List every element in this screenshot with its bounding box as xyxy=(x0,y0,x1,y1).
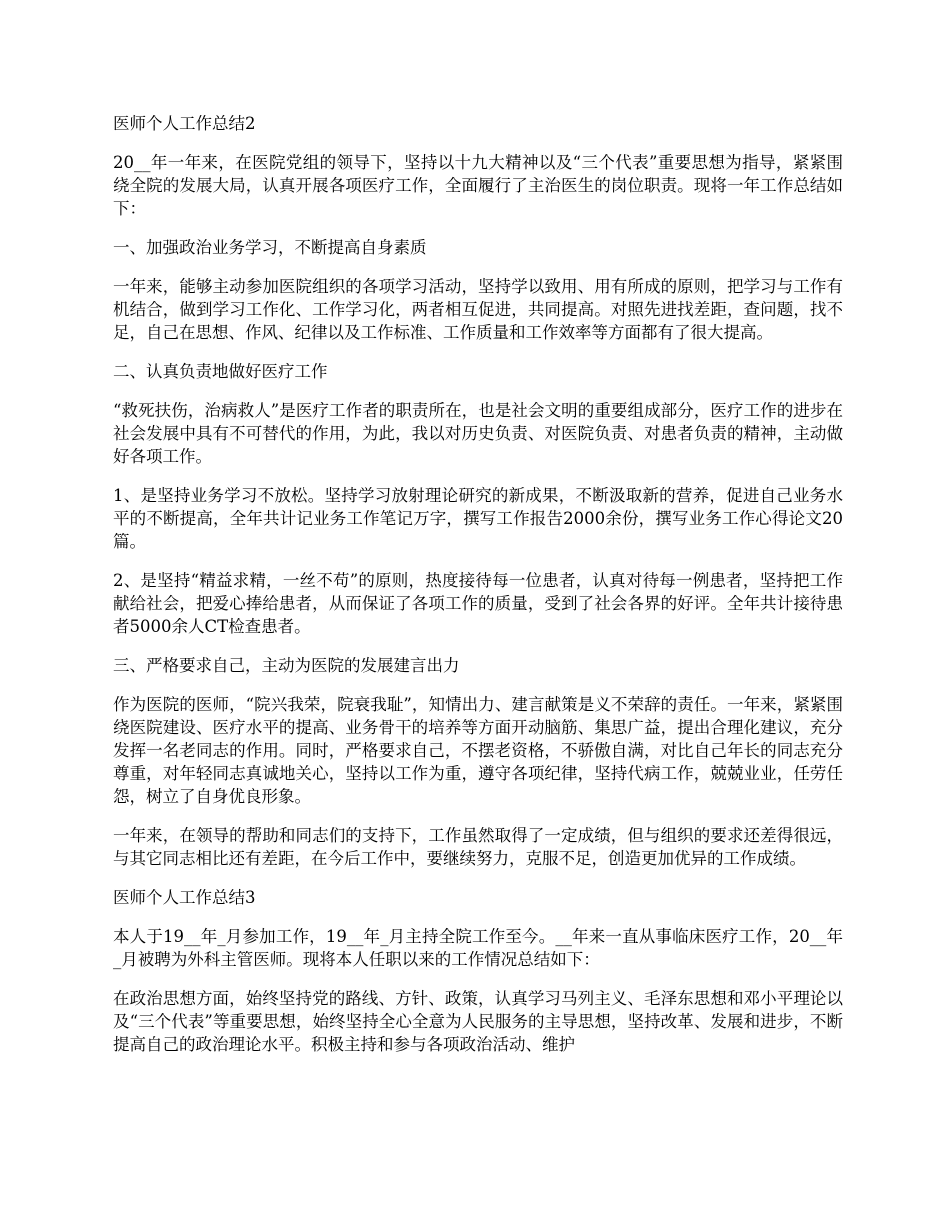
section-heading: 三、严格要求自己，主动为医院的发展建言出力 xyxy=(113,656,460,675)
paragraph: 本人于19__年_月参加工作，19__年_月主持全院工作至今。__年来一直从事临床医疗工作，20__年_月被聘为外科主管医师。现将本人任职以来的工作情况总结如下： xyxy=(113,927,843,969)
section-heading: 二、认真负责地做好医疗工作 xyxy=(113,362,328,381)
paragraph: 一年来，能够主动参加医院组织的各项学习活动，坚持学以致用、用有所成的原则，把学习与工作有机结合，做到学习工作化、工作学习化，两者相互促进，共同提高。对照先进找差距，查问题，找不足，自己在思想、作风、纪律以及工作标准、工作质量和工作效率等方面都有了很大提高。 xyxy=(113,277,843,342)
document-page xyxy=(113,112,843,1072)
paragraph: 1、是坚持业务学习不放松。坚持学习放射理论研究的新成果，不断汲取新的营养，促进自己业务水平的不断提高，全年共计记业务工作笔记万字，撰写工作报告2000余份，撰写业务工作心得论文20篇。 xyxy=(113,486,843,551)
section-heading: 医师个人工作总结2 xyxy=(113,114,256,133)
paragraph: 一年来，在领导的帮助和同志们的支持下，工作虽然取得了一定成绩，但与组织的要求还差得很远，与其它同志相比还有差距，在今后工作中，要继续努力，克服不足，创造更加优异的工作成绩。 xyxy=(113,826,843,868)
section-heading: 医师个人工作总结3 xyxy=(113,888,256,907)
section-heading: 一、加强政治业务学习，不断提高自身素质 xyxy=(113,238,427,257)
paragraph: 2、是坚持“精益求精，一丝不苟”的原则，热度接待每一位患者，认真对待每一例患者，坚持把工作献给社会，把爱心捧给患者，从而保证了各项工作的质量，受到了社会各界的好评。全年共计接待患者5000余人CT检查患者。 xyxy=(113,571,843,636)
paragraph: 在政治思想方面，始终坚持党的路线、方针、政策，认真学习马列主义、毛泽东思想和邓小平理论以及“三个代表”等重要思想，始终坚持全心全意为人民服务的主导思想，坚持改革、发展和进步，不断提高自己的政治理论水平。积极主持和参与各项政治活动、维护 xyxy=(113,989,843,1054)
paragraph: 20__年一年来，在医院党组的领导下，坚持以十九大精神以及“三个代表”重要思想为指导，紧紧围绕全院的发展大局，认真开展各项医疗工作，全面履行了主治医生的岗位职责。现将一年工作总结如下： xyxy=(113,153,843,218)
paragraph: “救死扶伤，治病救人”是医疗工作者的职责所在，也是社会文明的重要组成部分，医疗工作的进步在社会发展中具有不可替代的作用，为此，我以对历史负责、对医院负责、对患者负责的精神，主动做好各项工作。 xyxy=(113,401,843,466)
paragraph: 作为医院的医师，“院兴我荣，院衰我耻”，知情出力、建言献策是义不荣辞的责任。一年来，紧紧围绕医院建设、医疗水平的提高、业务骨干的培养等方面开动脑筋、集思广益，提出合理化建议，充分发挥一名老同志的作用。同时，严格要求自己，不摆老资格，不骄傲自满，对比自己年长的同志充分尊重，对年轻同志真诚地关心，坚持以工作为重，遵守各项纪律，坚持代病工作，兢兢业业，任劳任怨，树立了自身优良形象。 xyxy=(113,695,843,806)
